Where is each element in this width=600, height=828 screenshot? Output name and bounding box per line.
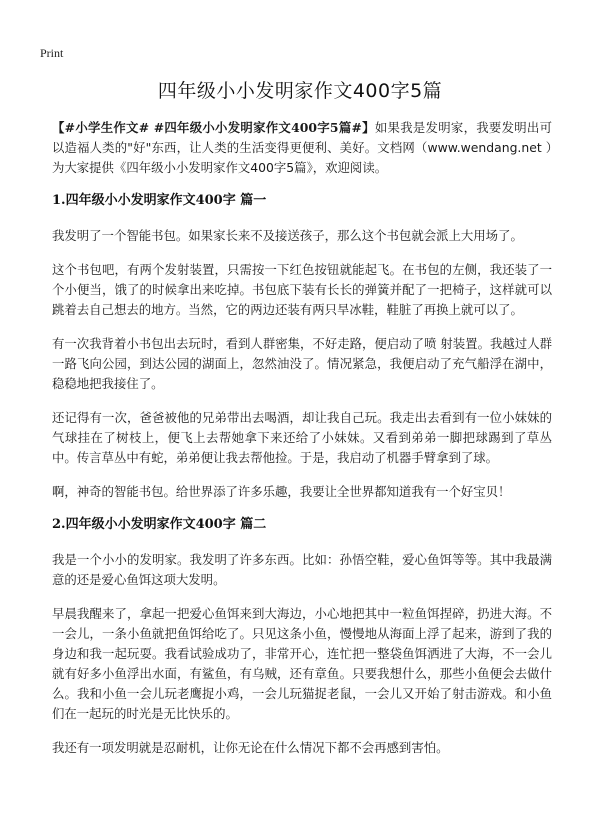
intro-paragraph <box>52 118 552 178</box>
paragraph: 我还有一项发明就是忍耐机，让你无论在什么情况下都不会再感到害怕。 <box>52 740 449 755</box>
paragraph: 我是一个小小的发明家。我发明了许多东西。比如：孙悟空鞋，爱心鱼饵等等。其中我最满意的还是爱心鱼饵这项大发明。 <box>52 552 552 587</box>
intro-tags: 【#小学生作文# #四年级小小发明家作文400字5篇#】 <box>52 120 375 135</box>
paragraph: 有一次我背着小书包出去玩时，看到人群密集，不好走路，便启动了喷 射装置。我越过人群一路飞向公园，到达公园的湖面上，忽然油没了。情况紧急，我便启动了充气船浮在湖中，稳稳地把我接住了。 <box>52 336 552 391</box>
paragraph: 啊，神奇的智能书包。给世界添了许多乐趣，我要让全世界都知道我有一个好宝贝！ <box>52 484 511 499</box>
paragraph: 我发明了一个智能书包。如果家长来不及接送孩子，那么这个书包就会派上大用场了。 <box>52 228 523 243</box>
section-heading-2: 2.四年级小小发明家作文400字 篇二 <box>52 517 267 532</box>
paragraph: 这个书包吧，有两个发射装置，只需按一下红色按钮就能起飞。在书包的左侧，我还装了一个小便当，饿了的时候拿出来吃掉。书包底下装有长长的弹簧并配了一把椅子，这样就可以跳着去自己想去的地方。当然，它的两边还装有两只旱冰鞋，鞋脏了再换上就可以了。 <box>52 262 552 317</box>
paragraph: 早晨我醒来了，拿起一把爱心鱼饵来到大海边，小心地把其中一粒鱼饵捏碎，扔进大海。不一会儿，一条小鱼就把鱼饵给吃了。只见这条小鱼，慢慢地从海面上浮了起来，游到了我的身边和我一起玩耍。我看试验成功了，非常开心，连忙把一整袋鱼饵洒进了大海，不一会儿就有好多小鱼浮出水面，有鲨鱼，有乌贼，还有章鱼。只要我想什么，那些小鱼便会去做什么。我和小鱼一会儿玩老鹰捉小鸡，一会儿玩猫捉老鼠，一会儿又开始了射击游戏。和小鱼们在一起玩的时光是无比快乐的。 <box>52 606 552 721</box>
article-body <box>52 118 552 772</box>
intro-text: 如果我是发明家，我要发明出可以造福人类的"好"东西，让人类的生活变得更便利、美好。文档网（www.wendang.net ）为大家提供《四年级小小发明家作文400字5篇》，欢迎阅读。 <box>52 120 553 175</box>
page-title: 四年级小小发明家作文400字5篇 <box>157 80 443 102</box>
section-heading-1: 1.四年级小小发明家作文400字 篇一 <box>52 193 267 208</box>
paragraph: 还记得有一次，爸爸被他的兄弟带出去喝酒，却让我自己玩。我走出去看到有一位小妹妹的气球挂在了树枝上，便飞上去帮她拿下来还给了小妹妹。又看到弟弟一脚把球踢到了草丛中。传言草丛中有蛇，弟弟便让我去帮他捡。于是，我启动了机器手臂拿到了球。 <box>52 410 552 465</box>
print-link[interactable]: Print <box>40 46 64 60</box>
